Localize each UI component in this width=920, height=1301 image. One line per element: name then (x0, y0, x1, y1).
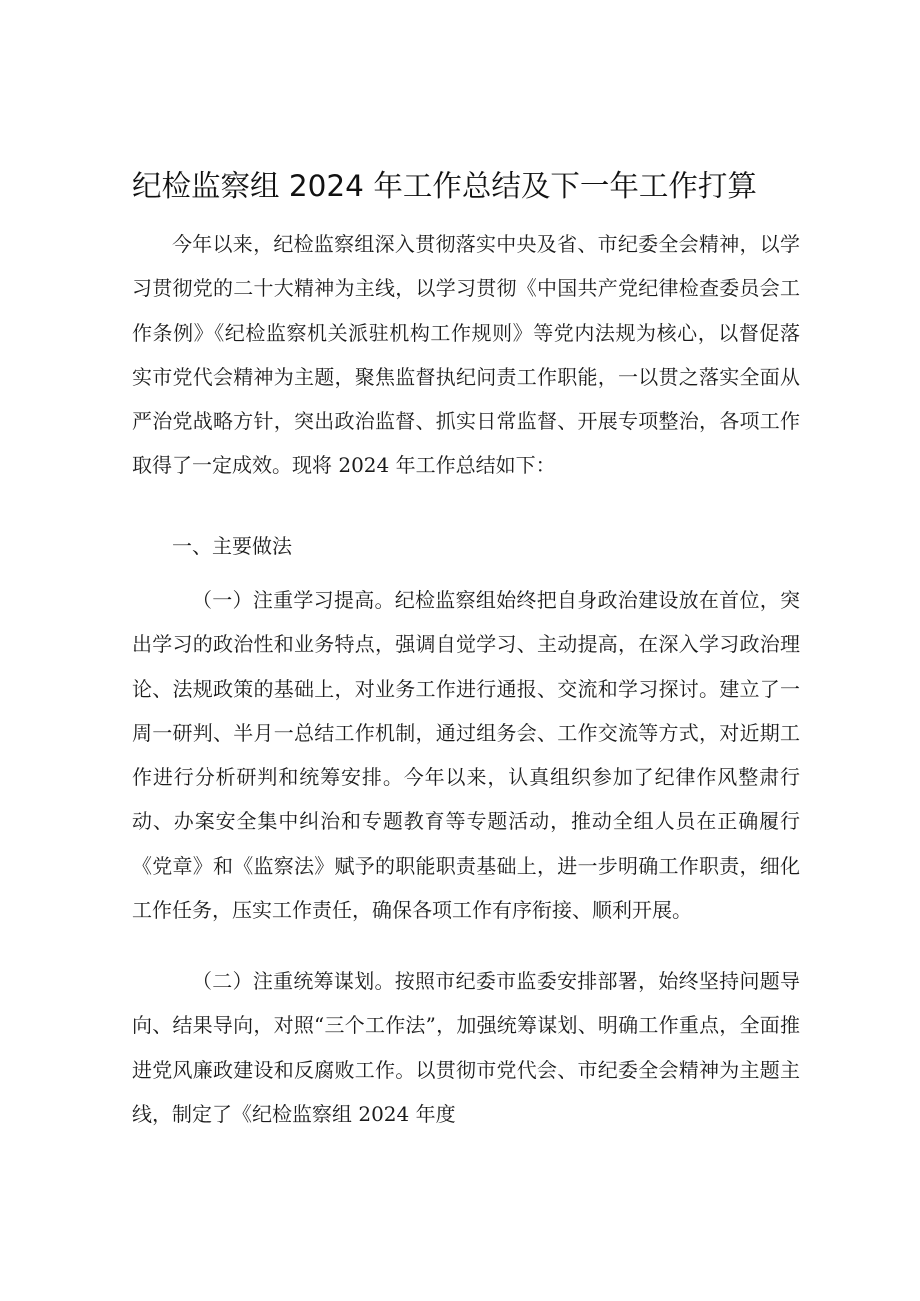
document-title: 纪检监察组 2024 年工作总结及下一年工作打算 (132, 169, 757, 203)
section-heading: 一、主要做法 (172, 534, 292, 558)
paragraph-study: （一）注重学习提高。纪检监察组始终把自身政治建设放在首位，突出学习的政治性和业务特点，强调自觉学习、主动提高，在深入学习政治理论、法规政策的基础上，对业务工作进行通报、交流和学习探讨。建立了一周一研判、半月一总结工作机制，通过组务会、工作交流等方式，对近期工作进行分析研判和统筹安排。今年以来，认真组织参加了纪律作风整肃行动、办案安全集中纠治和专题教育等专题活动，推动全组人员在正确履行《党章》和《监察法》赋予的职能职责基础上，进一步明确工作职责，细化工作任务，压实工作责任，确保各项工作有序衔接、顺利开展。 (132, 588, 800, 923)
intro-paragraph: 今年以来，纪检监察组深入贯彻落实中央及省、市纪委全会精神，以学习贯彻党的二十大精神为主线，以学习贯彻《中国共产党纪律检查委员会工作条例》《纪检监察机关派驻机构工作规则》等党内法规为核心，以督促落实市党代会精神为主题，聚焦监督执纪问责工作职能，一以贯之落实全面从严治党战略方针，突出政治监督、抓实日常监督、开展专项整治，各项工作取得了一定成效。现将 2024 年工作总结如下： (132, 232, 800, 478)
paragraph-planning: （二）注重统筹谋划。按照市纪委市监委安排部署，始终坚持问题导向、结果导向，对照“三个工作法”，加强统筹谋划、明确工作重点，全面推进党风廉政建设和反腐败工作。以贯彻市党代会、市纪委全会精神为主题主线，制定了《纪检监察组 2024 年度 (132, 969, 800, 1126)
